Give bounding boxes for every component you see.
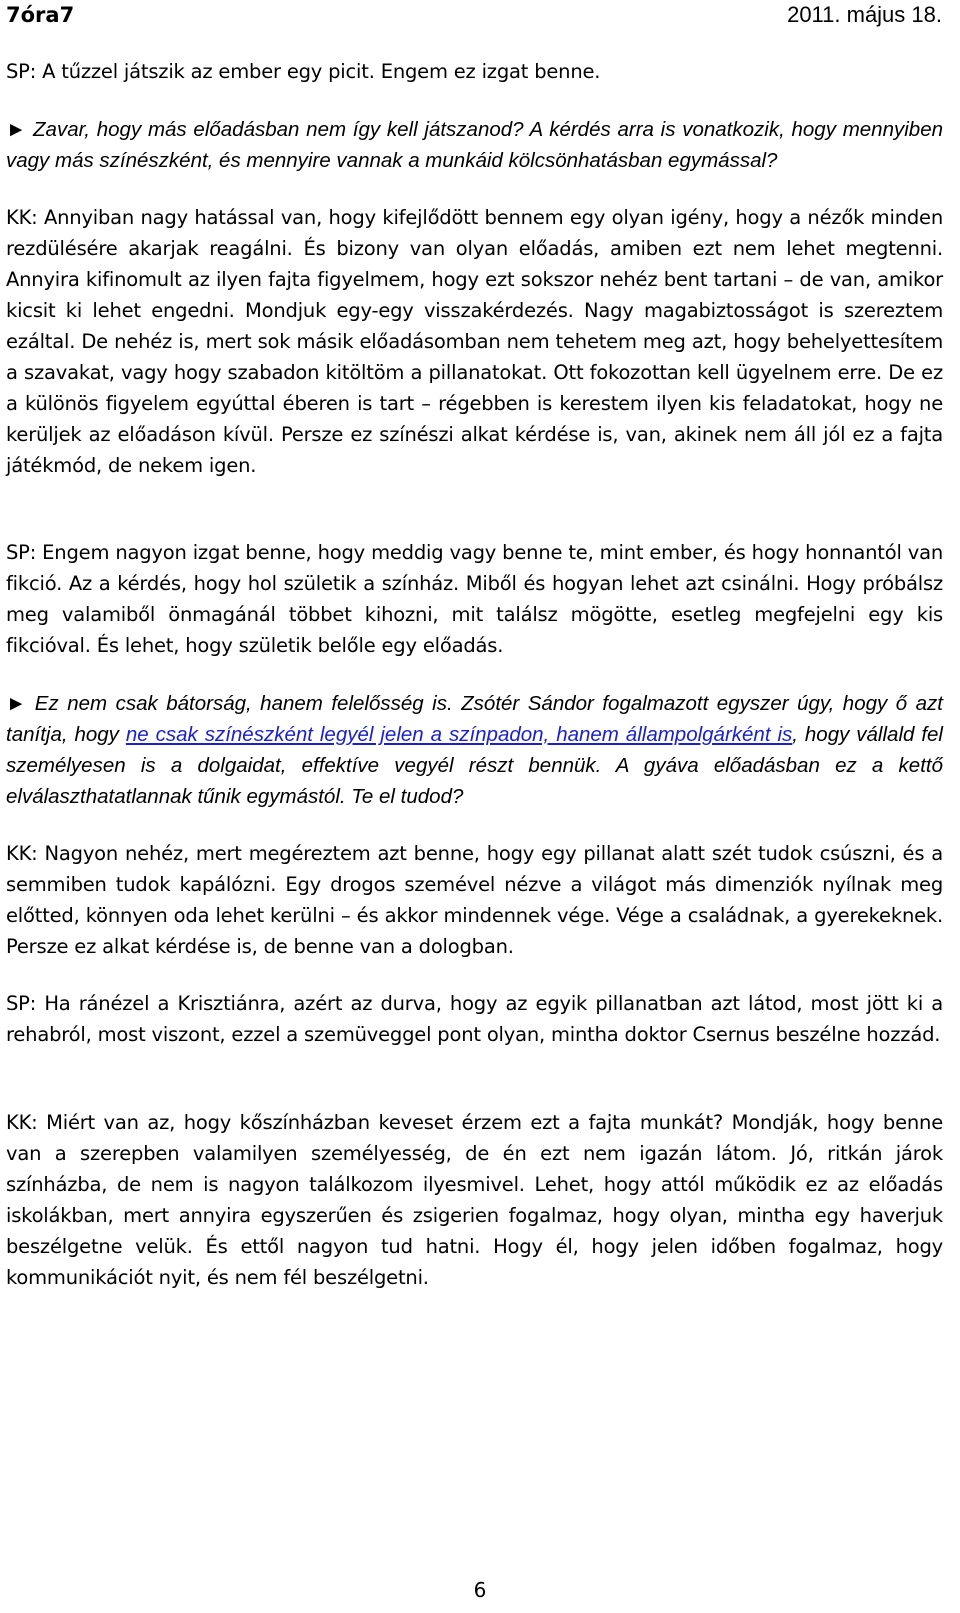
publication-date: 2011. május 18.: [787, 2, 942, 27]
publication-name: 7óra7: [6, 3, 75, 27]
page-header: [6, 0, 942, 34]
paragraph-text: KK: Annyiban nagy hatással van, hogy kifejlődött bennem egy olyan igény, hogy a nézők minden rezdülésére akarjak reagálni. És bizony van olyan előadás, amiben ezt nem lehet megtenni. Annyira kifinomult az ilyen fajta figyelmem, hogy ezt sokszor nehéz bent tartani – de van, amikor kicsit ki lehet engedni. Mondjuk egy-egy visszakérdezés. Nagy magabiztosságot is szereztem ezáltal. De nehéz is, mert sok másik előadásomban nem tehetem meg azt, hogy behelyettesítem a szavakat, vagy hogy szabadon kitöltöm a pillanatokat. Ott fokozottan kell ügyelnem erre. De ez a különös figyelem egyúttal éberen is tart – régebben is kerestem ilyen kis feladatokat, hogy ne kerüljek az előadáson kívül. Persze ez színészi alkat kérdése is, van, akinek nem áll jól ez a fajta játékmód, de nekem igen.: [6, 206, 943, 477]
question-text-end: , hogy vállald fel személyesen is a dolgaidat, effektíve vegyél részt bennük. A gyáva előadásban ez a kettő elválaszthatatlannak tűnik egymástól. Te el tudod?: [6, 723, 943, 808]
paragraph-text: KK: Miért van az, hogy kőszínházban keveset érzem ezt a fajta munkát? Mondják, hogy benne van a szerepben valamilyen személyesség, de én ezt nem igazán látom. Jó, ritkán járok színházba, de nem is nagyon találkozom ilyesmivel. Lehet, hogy attól működik ez az előadás iskolákban, mert annyira egyszerűen és zsigerien fogalmaz, hogy olyan, mintha egy haverjuk beszélgetne velük. És ettől nagyon tud hatni. Hogy él, hogy jelen időben fogalmaz, hogy kommunikációt nyit, és nem fél beszélgetni.: [6, 1111, 943, 1289]
question-1: [6, 114, 943, 176]
question-text: ► Zavar, hogy más előadásban nem így kell játszanod? A kérdés arra is vonatkozik, hogy mennyiben vagy más színészként, és mennyire vannak a munkáid kölcsönhatásban egymással?: [6, 118, 943, 172]
quote-link[interactable]: ne csak színészként legyél jelen a színpadon, hanem állampolgárként is: [125, 723, 793, 746]
paragraph-kk-3: [6, 1107, 943, 1293]
paragraph-sp-3: [6, 988, 943, 1050]
paragraph-text: KK: Nagyon nehéz, mert megéreztem azt benne, hogy egy pillanat alatt szét tudok csúszni, és a semmiben tudok kapálózni. Egy drogos szemével nézve a világot más dimenziók nyílnak meg előtted, könnyen oda lehet kerülni – és akkor mindennek vége. Vége a családnak, a gyerekeknek. Persze ez alkat kérdése is, de benne van a dologban.: [6, 842, 943, 958]
question-text-start: ► Ez nem csak bátorság, hanem felelősség is. Zsótér Sándor fogalmazott egyszer úgy, hogy ő azt tanítja, hogy: [6, 692, 943, 746]
paragraph-kk-2: [6, 838, 943, 962]
question-2: [6, 688, 943, 812]
page-number: 6: [473, 1578, 487, 1602]
paragraph-kk-1: [6, 202, 943, 481]
paragraph-text: SP: Ha ránézel a Krisztiánra, azért az durva, hogy az egyik pillanatban azt látod, most jött ki a rehabról, most viszont, ezzel a szemüveggel pont olyan, mintha doktor Csernus beszélne hozzád.: [6, 992, 943, 1046]
paragraph-sp-1: [6, 56, 943, 87]
paragraph-sp-2: [6, 537, 943, 661]
paragraph-text: SP: Engem nagyon izgat benne, hogy meddig vagy benne te, mint ember, és hogy honnantól van fikció. Az a kérdés, hogy hol születik a színház. Miből és hogyan lehet azt csinálni. Hogy próbálsz meg valamiből önmagánál többet kihozni, mit találsz mögötte, esetleg megfejelni egy kis fikcióval. És lehet, hogy születik belőle egy előadás.: [6, 541, 943, 657]
paragraph-text: SP: A tűzzel játszik az ember egy picit. Engem ez izgat benne.: [6, 60, 601, 83]
question-text: [6, 688, 943, 812]
